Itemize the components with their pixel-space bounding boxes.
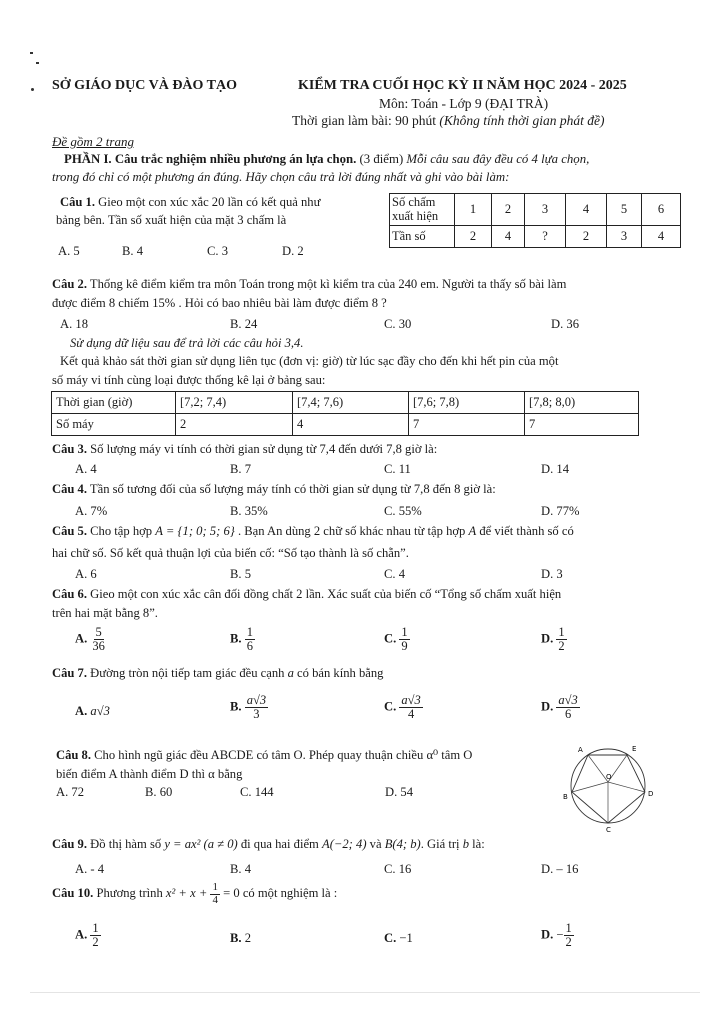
table-header-cell: Tần số — [390, 225, 455, 247]
q1-line1 — [60, 194, 320, 210]
q8-label: Câu 8. — [56, 748, 91, 762]
option-letter: C. — [384, 699, 397, 714]
figure-label-o: O — [606, 773, 612, 781]
q10-eq-a: x² + x + — [165, 885, 211, 900]
fraction-num: 1 — [565, 921, 572, 935]
fraction — [564, 922, 574, 949]
part1-title: PHẦN I. Câu trắc nghiệm nhiều phương án lựa chọn. — [64, 152, 357, 166]
fraction-den: 3 — [253, 707, 260, 722]
q7-option-c — [384, 694, 423, 721]
battery-time-table — [51, 391, 639, 436]
q4-option-c: C. 55% — [384, 504, 422, 518]
option-letter: C. — [384, 631, 397, 646]
fraction-num: a√3 — [401, 693, 421, 707]
q6-option-a — [75, 626, 107, 653]
table-cell: 7 — [525, 414, 639, 436]
fraction-den: 4 — [407, 707, 415, 722]
figure-label-b: B — [563, 793, 568, 801]
table-row — [52, 392, 639, 414]
q8-option-c: C. 144 — [240, 785, 274, 799]
fraction-den: 2 — [558, 639, 565, 654]
q5-line1 — [52, 523, 574, 539]
q9-text-e: là: — [469, 837, 485, 851]
table-row — [390, 194, 681, 226]
q10-option-a — [75, 922, 101, 949]
q10-eq-b: = 0 — [219, 885, 240, 900]
q8-text1a: Cho hình ngũ giác đều ABCDE có tâm O. Phép quay thuận chiều — [91, 748, 427, 762]
q1-dice-table — [389, 193, 681, 248]
q1-option-c: C. 3 — [207, 244, 228, 258]
q2-option-d: D. 36 — [551, 317, 579, 331]
fraction-num: 1 — [246, 625, 253, 639]
q2-option-a: A. 18 — [60, 317, 88, 331]
option-letter: D. — [541, 631, 554, 646]
table-cell: 4 — [492, 225, 525, 247]
q4-option-a: A. 7% — [75, 504, 108, 518]
q5-option-c: C. 4 — [384, 567, 405, 581]
option-letter: A. — [75, 927, 88, 942]
table-header-line: Số chấm — [392, 195, 436, 209]
q8-line1 — [56, 747, 472, 763]
q10-option-d — [541, 922, 574, 949]
exam-time-note: (Không tính thời gian phát đề) — [439, 113, 605, 128]
fraction-num: a√3 — [558, 693, 578, 707]
q9-point-b: B(4; b) — [384, 837, 421, 851]
q10-line — [52, 882, 337, 906]
q7-label: Câu 7. — [52, 666, 87, 680]
table-cell: 2 — [176, 414, 293, 436]
q3-option-b: B. 7 — [230, 462, 251, 476]
part1-instruction-1: Mỗi câu sau đây đều có 4 lựa chọn, — [406, 152, 590, 166]
q1-text2: bảng bên. Tần số xuất hiện của mặt 3 chấm là — [56, 213, 287, 227]
q3-option-c: C. 11 — [384, 462, 411, 476]
table-header-cell — [390, 194, 455, 226]
part1-points: (3 điểm) — [356, 152, 407, 166]
q9-option-a: A. - 4 — [75, 862, 105, 876]
scan-mark — [36, 62, 39, 64]
q2-text1: Thống kê điểm kiểm tra môn Toán trong một kì kiểm tra của 240 em. Người ta thấy số bài làm — [87, 277, 567, 291]
q5-setname: A — [468, 524, 477, 538]
q9-text-a: Đồ thị hàm số — [87, 837, 165, 851]
q3-text: Số lượng máy vi tính có thời gian sử dụng từ 7,4 đến dưới 7,8 giờ là: — [87, 442, 438, 456]
fraction-den: 4 — [212, 893, 218, 906]
q9-function: y = ax² (a ≠ 0) — [164, 837, 238, 851]
data-text1: Kết quả khảo sát thời gian sử dụng liên tục (đơn vị: giờ) từ lúc sạc đầy cho đến khi hết pin của một — [60, 354, 559, 368]
q6-text2: trên hai mặt bằng 8”. — [52, 606, 158, 620]
department-name: SỞ GIÁO DỤC VÀ ĐÀO TẠO — [52, 78, 238, 93]
fraction-num: a√3 — [246, 693, 267, 707]
q8-text2: biến điểm A thành điểm D thì α bằng — [56, 767, 243, 781]
table-cell: 2 — [566, 225, 607, 247]
q1-text1: Gieo một con xúc xắc 20 lần có kết quả như — [95, 195, 321, 209]
part1-instruction-2: trong đó chỉ có một phương án đúng. Hãy chọn câu trả lời đúng nhất và ghi vào bài làm: — [52, 170, 510, 184]
fraction-den: 9 — [401, 639, 408, 654]
q2-text2: được điểm 8 chiếm 15% . Hỏi có bao nhiêu bài làm được điểm 8 ? — [52, 296, 387, 310]
q4-option-d: D. 77% — [541, 504, 580, 518]
table-cell: [7,6; 7,8) — [409, 392, 525, 414]
q10-option-b — [230, 930, 251, 946]
q8-alpha: α⁰ — [426, 748, 439, 762]
option-letter: A. — [75, 704, 88, 718]
q10-label: Câu 10. — [52, 885, 94, 900]
page-count: Đề gồm 2 trang — [52, 134, 134, 149]
q7-text-a: Đường tròn nội tiếp tam giác đều cạnh — [87, 666, 288, 680]
q9-text-c: và — [366, 837, 385, 851]
option-letter: B. — [230, 931, 242, 945]
q9-text-d: . Giá trị — [420, 837, 463, 851]
q3-option-d: D. 14 — [541, 462, 569, 476]
option-letter: D. — [541, 927, 554, 942]
table-cell: [7,2; 7,4) — [176, 392, 293, 414]
q6-option-b — [230, 626, 255, 653]
q1-option-d: D. 2 — [282, 244, 304, 258]
q9-option-b: B. 4 — [230, 862, 251, 876]
figure-label-c: C — [606, 826, 611, 834]
table-cell: 2 — [492, 194, 525, 226]
q4-line — [52, 481, 496, 497]
q10-text-b: có một nghiệm là : — [239, 885, 338, 900]
fraction-num: 1 — [558, 625, 565, 639]
table-cell: 4 — [566, 194, 607, 226]
q3-option-a: A. 4 — [75, 462, 97, 476]
option-value: −1 — [399, 931, 413, 945]
q5-text1b: . Bạn An dùng 2 chữ số khác nhau từ tập hợp — [234, 524, 469, 538]
q2-option-c: C. 30 — [384, 317, 412, 331]
option-value: a√3 — [90, 704, 110, 718]
fraction — [556, 626, 566, 653]
q5-label: Câu 5. — [52, 524, 87, 538]
option-letter: B. — [230, 699, 242, 714]
q4-option-b: B. 35% — [230, 504, 268, 518]
exam-time — [292, 112, 604, 130]
q7-option-b — [230, 694, 268, 721]
q2-line1 — [52, 276, 566, 292]
option-letter: B. — [230, 631, 242, 646]
exam-title: KIỂM TRA CUỐI HỌC KỲ II NĂM HỌC 2024 - 2025 — [298, 78, 627, 93]
table-cell: 6 — [642, 194, 681, 226]
q1-option-a: A. 5 — [58, 244, 80, 258]
minus-sign: − — [556, 927, 564, 942]
fraction-num: 1 — [92, 921, 99, 935]
q8-text1b: tâm O — [438, 748, 473, 762]
q7-text-b: có bán kính bằng — [293, 666, 384, 680]
table-header-cell: Số máy — [52, 414, 176, 436]
q7-option-a — [75, 703, 110, 719]
fraction — [245, 626, 255, 653]
table-cell: 4 — [642, 225, 681, 247]
q9-line — [52, 836, 485, 852]
table-cell: 4 — [293, 414, 409, 436]
q1-label: Câu 1. — [60, 195, 95, 209]
table-cell: 1 — [455, 194, 492, 226]
pentagon-figure — [560, 742, 660, 834]
option-letter: C. — [384, 931, 397, 945]
q4-text: Tần số tương đối của số lượng máy tính có thời gian sử dụng từ 7,8 đến 8 giờ là: — [87, 482, 496, 496]
q9-var: b — [462, 837, 470, 851]
option-value: 2 — [244, 931, 252, 945]
part1-heading — [64, 151, 589, 168]
page-edge-line — [30, 992, 700, 993]
figure-label-a: A — [578, 746, 583, 754]
q5-text1c: để viết thành số có — [476, 524, 574, 538]
q9-option-d: D. – 16 — [541, 862, 579, 876]
q6-line1 — [52, 586, 561, 602]
table-cell: 7 — [409, 414, 525, 436]
table-row — [390, 225, 681, 247]
q8-option-d: D. 54 — [385, 785, 413, 799]
data-intro: Sử dụng dữ liệu sau để trả lời các câu hỏi 3,4. — [70, 336, 304, 350]
fraction-den: 2 — [565, 935, 572, 950]
table-row — [52, 414, 639, 436]
fraction — [90, 626, 107, 653]
q6-option-c — [384, 626, 410, 653]
figure-label-e: E — [632, 745, 637, 753]
table-cell: 3 — [525, 194, 566, 226]
q5-text1a: Cho tập hợp — [87, 524, 156, 538]
scan-mark — [30, 52, 33, 54]
table-cell: [7,4; 7,6) — [293, 392, 409, 414]
fraction — [399, 694, 422, 721]
q5-text2: hai chữ số. Số kết quả thuận lợi của biến cố: “Số tạo thành là số chẵn”. — [52, 546, 409, 560]
q7-option-d — [541, 694, 580, 721]
fraction — [556, 694, 579, 721]
fraction-den: 2 — [92, 935, 99, 950]
fraction — [245, 694, 268, 721]
q5-set: A = {1; 0; 5; 6} — [155, 524, 235, 538]
option-letter: D. — [541, 699, 554, 714]
q5-option-a: A. 6 — [75, 567, 97, 581]
q4-label: Câu 4. — [52, 482, 87, 496]
q8-option-a: A. 72 — [56, 785, 84, 799]
q2-option-b: B. 24 — [230, 317, 258, 331]
fraction-num: 1 — [212, 881, 218, 893]
q8-option-b: B. 60 — [145, 785, 173, 799]
fraction-den: 6 — [246, 639, 253, 654]
q5-option-d: D. 3 — [541, 567, 563, 581]
figure-label-d: D — [648, 790, 654, 798]
fraction — [90, 922, 100, 949]
table-cell: 5 — [607, 194, 642, 226]
data-text2: số máy vi tính cùng loại được thống kê lại ở bảng sau: — [52, 373, 326, 387]
q7-var: a — [287, 666, 294, 680]
fraction-den: 6 — [564, 707, 572, 722]
q5-option-b: B. 5 — [230, 567, 251, 581]
exam-subject: Môn: Toán - Lớp 9 (ĐẠI TRÀ) — [379, 96, 549, 111]
q1-option-b: B. 4 — [122, 244, 143, 258]
fraction-num: 1 — [401, 625, 408, 639]
fraction-den: 36 — [92, 639, 105, 654]
table-header-cell: Thời gian (giờ) — [52, 392, 176, 414]
q10-option-c — [384, 930, 413, 946]
table-cell: 3 — [607, 225, 642, 247]
scan-mark — [31, 88, 34, 91]
q6-option-d — [541, 626, 567, 653]
q9-point-a: A(−2; 4) — [322, 837, 367, 851]
q7-line — [52, 665, 383, 681]
q6-label: Câu 6. — [52, 587, 87, 601]
q9-option-c: C. 16 — [384, 862, 412, 876]
q6-text1: Gieo một con xúc xắc cân đối đồng chất 2 lần. Xác suất của biến cố “Tổng số chấm xuất hiện — [87, 587, 562, 601]
exam-time-plain: Thời gian làm bài: 90 phút — [292, 113, 440, 128]
q2-label: Câu 2. — [52, 277, 87, 291]
table-cell: [7,8; 8,0) — [525, 392, 639, 414]
table-header-line: xuất hiện — [392, 209, 439, 224]
fraction-num: 5 — [95, 625, 102, 639]
q10-text-a: Phương trình — [93, 885, 166, 900]
q9-label: Câu 9. — [52, 837, 87, 851]
q3-line — [52, 441, 437, 457]
table-cell: ? — [525, 225, 566, 247]
fraction — [399, 626, 409, 653]
q9-text-b: đi qua hai điểm — [237, 837, 322, 851]
q3-label: Câu 3. — [52, 442, 87, 456]
fraction — [210, 882, 220, 906]
table-cell: 2 — [455, 225, 492, 247]
option-letter: A. — [75, 631, 88, 646]
